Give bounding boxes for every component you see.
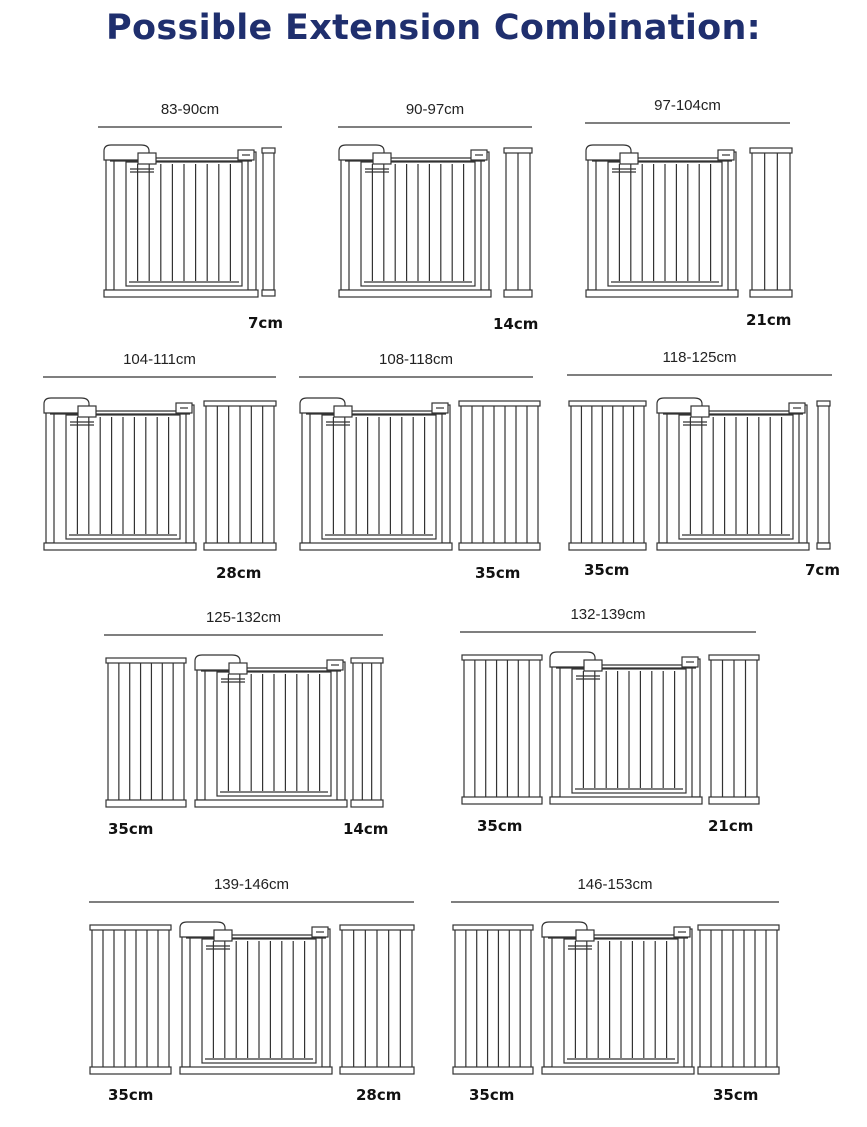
combination-8 [460,606,759,835]
gate-main-icon [586,145,738,297]
combination-7 [104,609,388,838]
extension-panel-icon [340,925,414,1074]
gate-main-icon [339,145,491,297]
extension-size-label: 7cm [248,314,283,332]
gate-main-icon [300,398,452,550]
extension-size-label: 35cm [477,817,523,835]
extension-panel-icon [204,401,276,550]
extension-panel-icon [459,401,540,550]
range-label: 90-97cm [405,101,465,118]
gate-main-icon [657,398,809,550]
gate-main-icon [542,922,694,1074]
combination-6 [567,349,840,579]
combination-3 [585,97,792,329]
extension-panel-icon [504,148,532,297]
combination-5 [299,351,540,582]
range-label: 139-146cm [213,876,290,893]
extension-panel-icon [817,401,830,549]
extension-panel-icon [698,925,779,1074]
extension-size-label: 21cm [746,311,792,329]
gate-main-icon [550,652,702,804]
range-label: 108-118cm [379,351,453,368]
range-label: 97-104cm [654,97,721,114]
extension-panel-icon [90,925,171,1074]
extension-panel-icon [462,655,542,804]
extension-size-label: 14cm [343,820,389,838]
range-label: 83-90cm [160,101,220,118]
combination-1 [98,101,283,332]
extension-size-label: 21cm [708,817,754,835]
combination-9 [89,876,414,1104]
extension-size-label: 35cm [475,564,521,582]
gate-main-icon [104,145,258,297]
extension-size-label: 35cm [584,561,630,579]
extension-panel-icon [106,658,186,807]
combination-10 [451,876,779,1104]
extension-size-label: 28cm [356,1086,402,1104]
range-label: 125-132cm [205,609,282,626]
extension-panel-icon [709,655,759,804]
range-label: 104-111cm [123,351,196,368]
extension-panel-icon [453,925,533,1074]
extension-size-label: 35cm [469,1086,515,1104]
extension-size-label: 35cm [108,1086,154,1104]
range-label: 118-125cm [662,349,737,366]
extension-size-label: 35cm [713,1086,759,1104]
extension-panel-icon [351,658,383,807]
extension-size-label: 14cm [493,315,539,333]
gate-main-icon [180,922,332,1074]
range-label: 146-153cm [577,876,653,893]
extension-size-label: 7cm [805,561,840,579]
extension-size-label: 35cm [108,820,154,838]
combination-4 [43,351,276,582]
extension-panel-icon [262,148,275,296]
gate-main-icon [44,398,196,550]
combination-2 [338,101,538,333]
range-label: 132-139cm [570,606,646,623]
extension-panel-icon [569,401,646,550]
extension-panel-icon [750,148,792,297]
extension-size-label: 28cm [216,564,262,582]
gate-main-icon [195,655,347,807]
page-title: Possible Extension Combination: [106,8,761,48]
